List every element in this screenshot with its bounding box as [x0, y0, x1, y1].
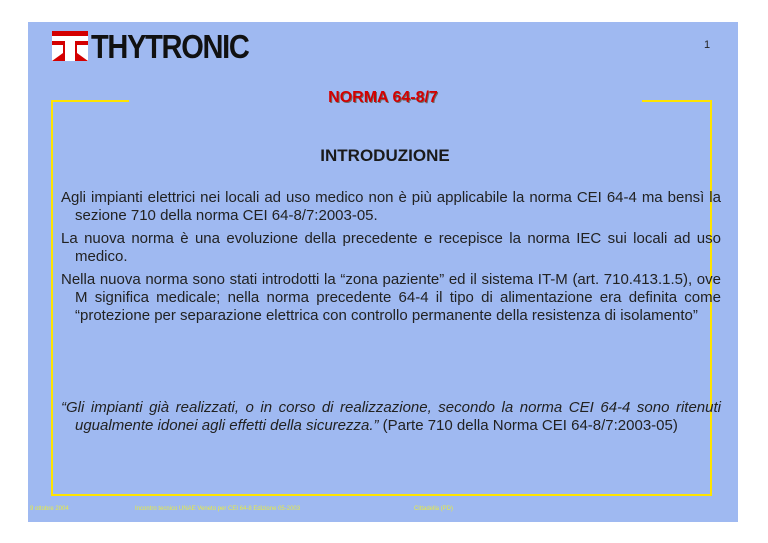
quote-source: (Parte 710 della Norma CEI 64-8/7:2003-05)	[378, 417, 678, 434]
quote-paragraph	[61, 399, 721, 435]
section-title: INTRODUZIONE	[320, 146, 450, 165]
logo-text: THYTRONIC	[91, 27, 249, 65]
thytronic-logo	[52, 28, 270, 64]
page-number: 1	[704, 39, 711, 51]
paragraph-1: Agli impianti elettrici nei locali ad uso medico non è più applicabile la norma CEI 64-4 ma bensì la sezione 710 della norma CEI 64-8/7:2003-05.	[61, 189, 721, 224]
paragraph-3: Nella nuova norma sono stati introdotti la “zona paziente” ed il sistema IT-M (art. 710.413.1.5), ove M significa medicale; nella norma precedente 64-4 il tipo di alimentazione era definita come “protezione per separazione elettrica con controllo permanente della resistenza di isolamento”	[61, 271, 721, 324]
frame-bottom-line	[51, 494, 712, 496]
quote-text: “Gli impianti già realizzati, o in corso di realizzazione, secondo la norma CEI 64-4 sono ritenuti ugualmente idonei agli effetti della sicurezza.”	[61, 399, 721, 434]
slide-title: NORMA 64-8/7	[328, 89, 438, 106]
thytronic-logo-icon	[52, 31, 88, 61]
footer-date: 9 ottobre 2004	[30, 506, 69, 512]
footer-place: Cittadella (PD)	[414, 506, 454, 512]
footer-event: Incontro tecnico UNAE Veneto per CEI 64-8 Edizione 05-2003	[135, 506, 301, 512]
paragraph-2: La nuova norma è una evoluzione della precedente e recepisce la norma IEC sui locali ad uso medico.	[61, 230, 721, 265]
slide	[28, 22, 738, 522]
